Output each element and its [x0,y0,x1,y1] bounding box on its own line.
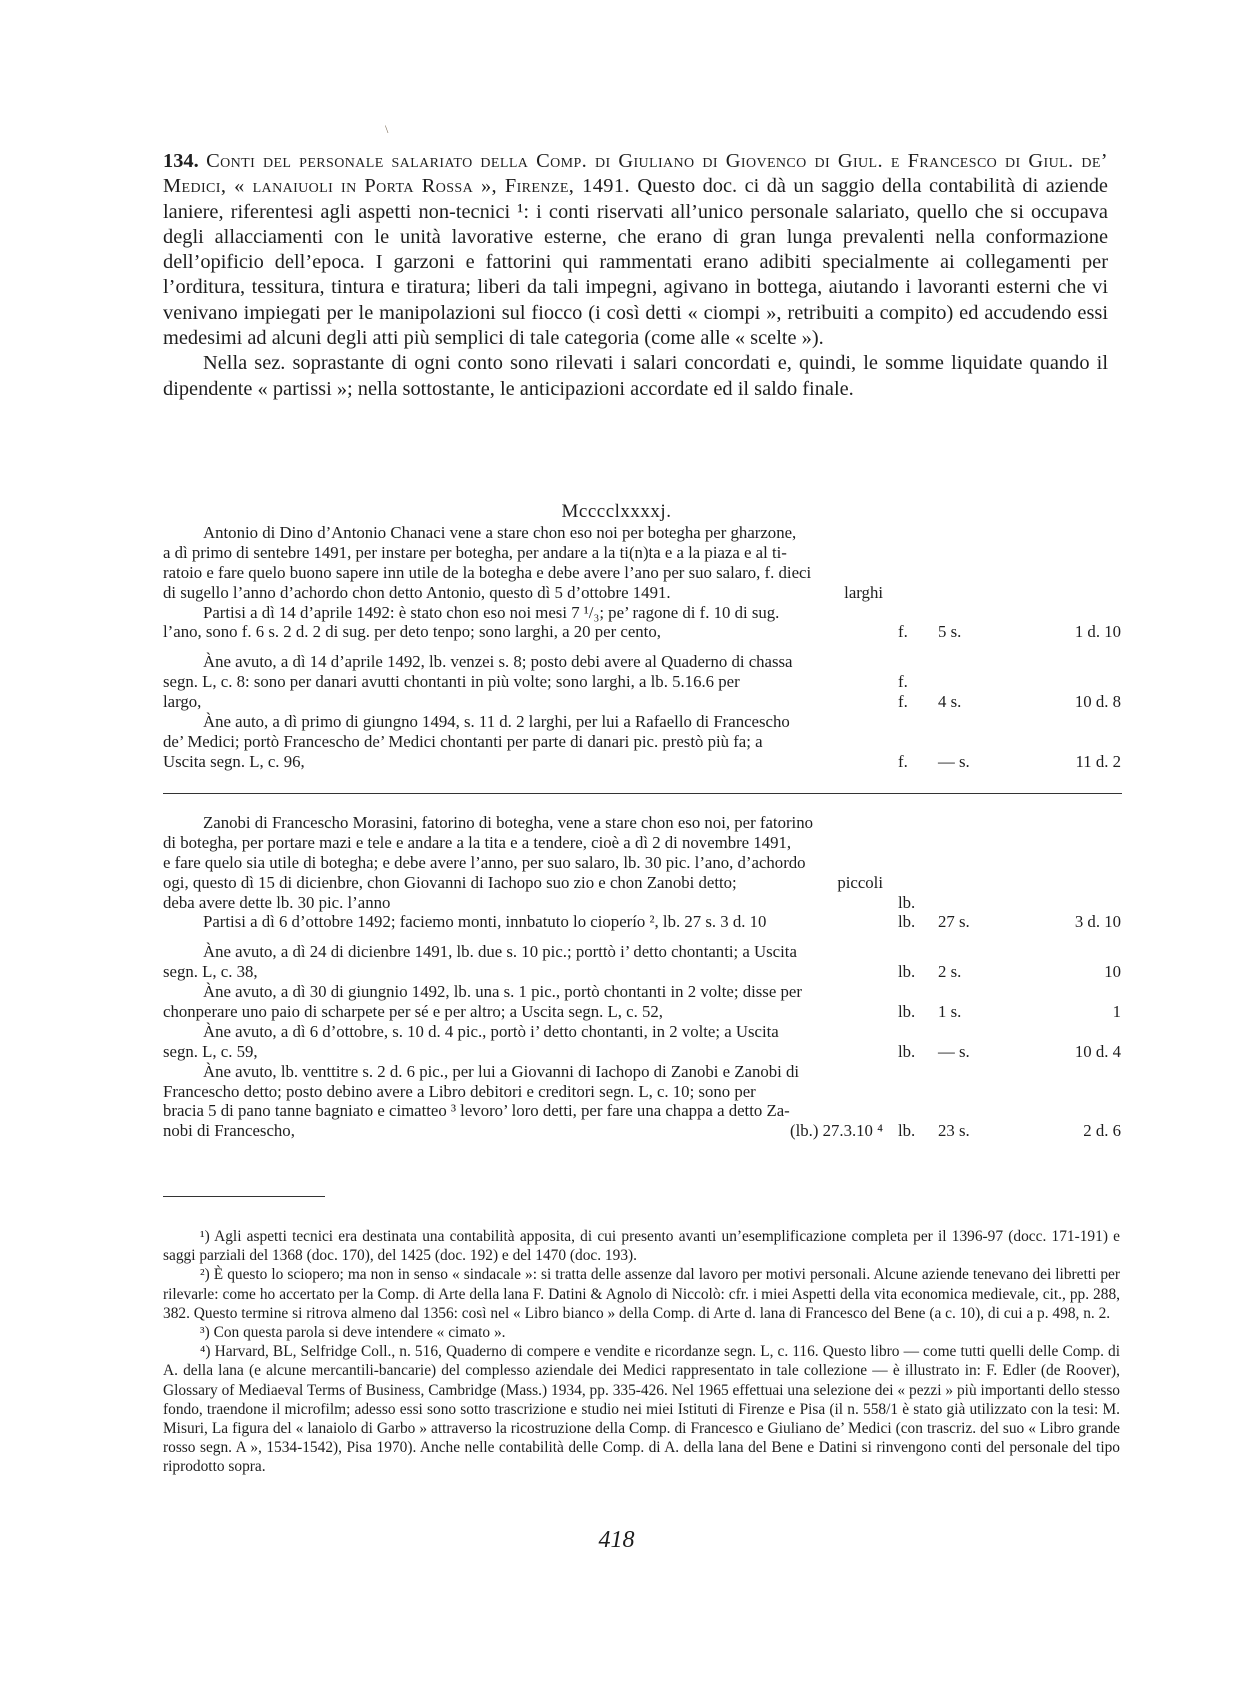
ledger-line [163,833,1121,853]
ledger-line [163,893,1121,913]
ledger-line [163,962,1121,982]
currency-or-subtotal-label: piccoli [837,872,883,892]
ledger-line-text: deba avere dette lb. 30 pic. l’anno [163,892,391,912]
footnote-text: Agli aspetti tecnici era destinata una contabilità apposita, di cui presento avanti un’esemplificazione completa per il 1396-97 (docc. 171-191) e saggi parziali del 1368 (doc. 170), del 1425 (doc. 192) e del 1470 (doc. 193). [163,1228,1120,1265]
ledger-line-text: Uscita segn. L, c. 96, [163,751,305,771]
footnote-mark: ¹) [200,1228,215,1245]
footnote-text: Con questa parola si deve intendere « cimato ». [213,1324,506,1342]
amount-soldi: 23 s. [938,1121,970,1141]
ledger-line-text: Àne avuto, a dì 6 d’ottobre, s. 10 d. 4 pic., portò i’ detto chontanti, in 2 volte; a Uscita [203,1021,779,1041]
ledger-line-text: segn. L, c. 8: sono per danari avutti chontanti in più volte; sono larghi, a lb. 5.16.6 per [163,672,740,692]
footnote [163,1323,1120,1342]
ledger-line-text: Partisi a dì 14 d’aprile 1492: è stato chon eso noi mesi 7 ¹/₃; pe’ ragone di f. 10 di sug. [203,602,780,622]
amount-unit: lb. [898,1041,916,1061]
ledger-line [163,813,1121,833]
amount-unit: f. [898,692,908,712]
amount-unit: lb. [898,962,916,982]
ledger-line [163,732,1121,752]
amount-denari: 11 d. 2 [1075,751,1121,771]
amount-denari: 1 [1112,1002,1121,1022]
ledger-line-text: Àne avuto, a dì 30 di giungnio 1492, lb. una s. 1 pic., portò chontanti in 2 volte; disse per [203,982,802,1002]
ledger-line [163,1022,1121,1042]
ledger-line-text: bracia 5 di pano tanne bagniato e cimatteo ³ levoro’ loro detti, per fare una chappa a detto Za- [163,1101,790,1121]
amount-denari: 1 d. 10 [1074,622,1121,642]
ledger-line-text: Àne avuto, a dì 14 d’aprile 1492, lb. venzei s. 8; posto debi avere al Quaderno di chassa [203,652,793,672]
ledger-line-text: chonperare uno paio di scharpete per sé e per altro; a Uscita segn. L, c. 52, [163,1002,663,1022]
ledger-line [163,1082,1121,1102]
footnote-text: Harvard, BL, Selfridge Coll., n. 516, Quaderno di compere e vendite e ricordanze segn. L, c. 116. Questo libro — come tutti quelli delle Comp. di A. della lana (e alcune mercantili-bancarie) del complesso aziendale dei Medici rappresentato in tale collezione — è illustrato in: F. Edler (de Roover), Glossary of Mediaeval Terms of Business, Cambridge (Mass.) 1934, pp. 335-426. Nel 1965 effettuai una selezione dei « pezzi » più importanti dello stesso fondo, traendone il microfilm; adesso essi sono sotto trascrizione e studio nei miei Istituti di Firenze e Pisa (il n. 558/1 è stato già utilizzato con la tesi: M. Misuri, La figura del « lanaiolo di Garbo » attraverso la ricostruzione della Comp. di Francesco e Giuliano de’ Medici (con trascriz. del suo « Libro grande rosso segn. A », 1534-1542), Pisa 1970). Anche nelle contabilità delle Comp. di A. della lana del Bene e Datini si rinvengono conti del personale del tipo riprodotto sopra. [163,1343,1120,1476]
ledger-line-text: segn. L, c. 38, [163,962,258,982]
ledger-entry-antonio [163,523,1121,772]
ink-mark: \ [385,122,389,136]
amount-soldi: 1 s. [938,1002,962,1022]
intro-paragraph-1-text: Questo doc. ci dà un saggio della contabilità di aziende laniere, riferentesi agli aspetti non-tecnici ¹: i conti riservati all’unico personale salariato, quello che si occupava degli allacciamenti con le unità lavorative esterne, che erano di gran lunga prevalenti nella conformazione dell’opificio dell’epoca. I garzoni e fattorini qui rammentati erano adibiti specialmente ai collegamenti per l’orditura, tessitura, tintura e tiratura; liberi da tali impegni, agivano in bottega, aiutando i lavoranti esterni che vi venivano impiegati per le manipolazioni sul fiocco (i così detti « ciompi », retribuiti a compito) ed accudendo essi medesimi ad alcuni degli atti più semplici di tale categoria (come alle « scelte »). [163,175,1108,350]
ledger-line [163,752,1121,772]
ledger-line [163,523,1121,543]
amount-soldi: 27 s. [938,912,970,932]
amount-soldi: 5 s. [938,622,962,642]
ledger-line-text: Àne avuto, a dì 24 di dicienbre 1491, lb. due s. 10 pic.; porttò i’ detto chontanti; a Uscita [203,942,797,962]
ledger-line-text: di botegha, per portare mazi e tele e andare a la tita e a tendere, cioè a dì 2 di novembre 1491, [163,832,792,852]
ledger-line-text: de’ Medici; portò Francescho de’ Medici chontanti per parte di danari pic. prestò più fa; a [163,731,763,751]
ledger-line-text: Zanobi di Francescho Morasini, fatorino di botegha, vene a stare chon eso noi, per fatorino [203,813,814,832]
ledger-line-text: nobi di Francescho, [163,1121,295,1141]
intro-text [163,149,1108,402]
document-heading: Conti del personale salariato della Comp. di Giuliano di Giovenco di Giul. e Francesco di Giul. de’ Medici, « lanaiuoli in Porta Rossa », Firenze, 1491. [163,150,1108,198]
amount-denari: 10 d. 8 [1074,692,1121,712]
footnote [163,1227,1120,1265]
footnote [163,1342,1120,1476]
ledger-line [163,982,1121,1002]
ledger-line [163,1121,1121,1141]
amount-unit: lb. [898,912,916,932]
currency-or-subtotal-label: larghi [844,582,883,602]
ledger-line [163,652,1121,672]
ledger-line-text: Francescho detto; posto debino avere a Libro debitori e creditori segn. L, c. 10; sono per [163,1081,756,1101]
ledger-entry-zanobi [163,813,1121,1141]
amount-denari: 10 d. 4 [1074,1041,1121,1061]
ledger-line-text: e fare quelo sia utile di botegha; e debe avere l’anno, per suo salaro, lb. 30 pic. l’ano, d’achordo [163,852,806,872]
amount-soldi: 4 s. [938,692,962,712]
ledger-line [163,853,1121,873]
currency-or-subtotal-label: (lb.) 27.3.10 ⁴ [789,1121,883,1141]
ledger-line-text: Àne avuto, lb. venttitre s. 2 d. 6 pic., per lui a Giovanni di Iachopo di Zanobi e Zanobi di [203,1061,800,1081]
footnote-mark: ⁴) [200,1343,215,1361]
footnote [163,1265,1120,1323]
ledger-line-text: largo, [163,692,202,712]
ledger-line [163,1042,1121,1062]
amount-unit: f. [898,672,908,692]
ledger-line [163,1101,1121,1121]
amount-unit: f. [898,751,908,771]
ledger-line [163,1062,1121,1082]
entry-gap [163,932,1121,942]
ledger-line [163,692,1121,712]
ledger-line [163,622,1121,642]
amount-soldi: — s. [938,1041,970,1061]
entry-gap [163,642,1121,652]
ledger-line [163,563,1121,583]
ledger-line-text: Partisi a dì 6 d’ottobre 1492; faciemo monti, innbatuto lo cioperío ², lb. 27 s. 3 d. 10 [203,912,767,932]
footnote-text: È questo lo sciopero; ma non in senso « sindacale »: si tratta delle assenze dal lavoro per motivi personali. Alcune aziende tenevano dei libretti per rilevarle: come ho accertato per la Comp. di Arte della lana F. Datini & Agnolo di Niccolò: cfr. i miei Aspetti della vita economica medievale, cit., pp. 288, 382. Questo termine si ritrova almeno dal 1356: così nel « Libro bianco » della Comp. di Arte d. lana di Francesco del Bene (a c. 10), di cui a p. 498, n. 2. [163,1266,1120,1322]
footnote-mark: ³) [200,1324,214,1342]
ledger-line [163,912,1121,932]
ledger-line-text: di sugello l’anno d’achordo chon detto Antonio, questo dì 5 d’ottobre 1491. [163,582,671,602]
footnotes [163,1227,1120,1477]
amount-unit: lb. [898,1121,916,1141]
ledger-line [163,942,1121,962]
ledger-line-text: Àne auto, a dì primo di giungno 1494, s. 11 d. 2 larghi, per lui a Rafaello di Francescho [203,712,790,732]
amount-denari: 2 d. 6 [1083,1121,1121,1141]
ledger-line-text: segn. L, c. 59, [163,1041,258,1061]
amount-denari: 3 d. 10 [1074,912,1121,932]
page-number: 418 [598,1527,635,1553]
amount-unit: lb. [898,892,916,912]
intro-paragraph-2: Nella sez. soprastante di ogni conto sono rilevati i salari concordati e, quindi, le somme liquidate quando il dipendente « partissi »; nella sottostante, le anticipazioni accordate ed il saldo finale. [163,352,1108,400]
entry-divider [163,793,1122,794]
ledger-line [163,672,1121,692]
ledger-line-text: Antonio di Dino d’Antonio Chanaci vene a stare chon eso noi per botegha per gharzone, [203,523,797,542]
document-number: 134. [163,150,199,172]
footnote-rule [163,1196,325,1197]
ledger-line-text: ogi, questo dì 15 di dicienbre, chon Giovanni di Iachopo suo zio e chon Zanobi detto; [163,872,737,892]
ledger-line [163,712,1121,732]
amount-denari: 10 [1104,962,1121,982]
amount-soldi: — s. [938,751,970,771]
ledger-line [163,583,1121,603]
amount-unit: lb. [898,1002,916,1022]
ledger-line-text: a dì primo di sentebre 1491, per instare per botegha, per andare a la ti(n)ta e a la piaza e al ti- [163,542,787,562]
ledger-line [163,603,1121,623]
amount-unit: f. [898,622,908,642]
ledger-line [163,543,1121,563]
amount-soldi: 2 s. [938,962,962,982]
ledger-line [163,873,1121,893]
ledger-line [163,1002,1121,1022]
intro-paragraph-1 [163,149,1108,351]
ledger-line-text: ratoio e fare quelo buono sapere inn utile de la botegha e debe avere l’ano per suo salaro, f. dieci [163,562,812,582]
ledger-line-text: l’ano, sono f. 6 s. 2 d. 2 di sug. per deto tenpo; sono larghi, a 20 per cento, [163,622,661,642]
footnote-mark: ²) [200,1266,214,1284]
year-heading: Mccccl​xxxxj. [561,501,672,522]
